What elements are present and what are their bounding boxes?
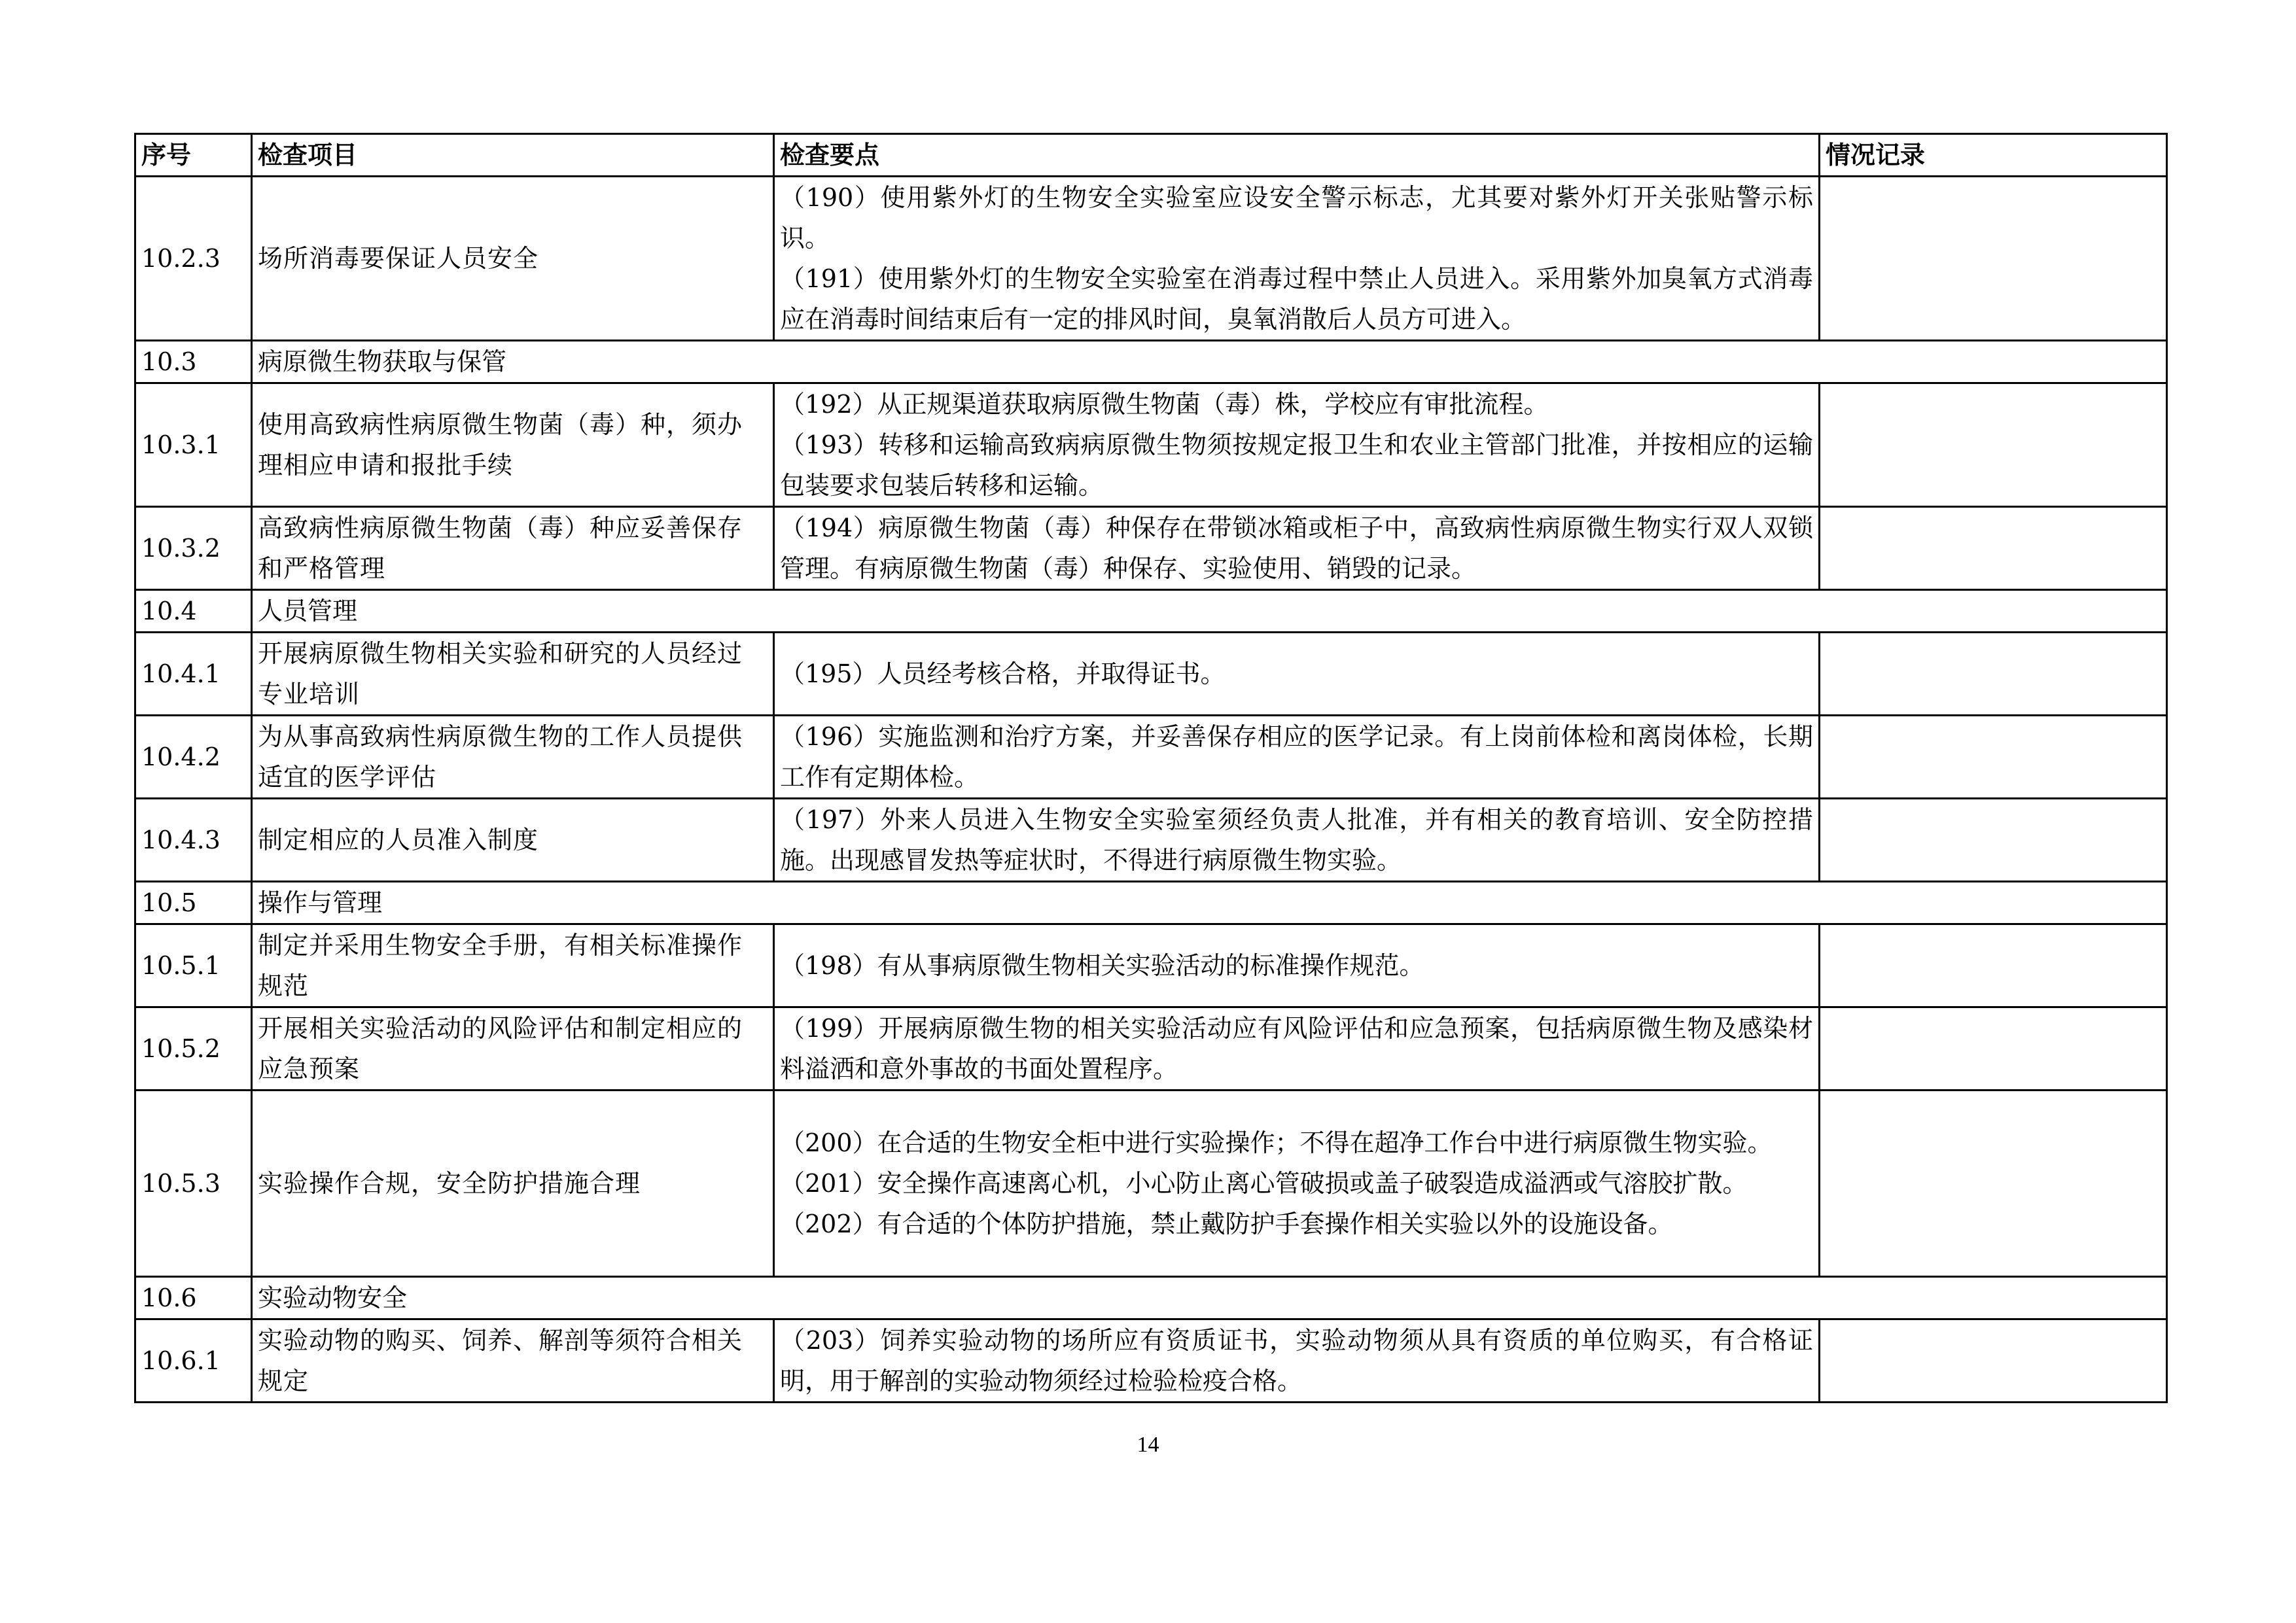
inspection-point: （195）人员经考核合格，并取得证书。 (780, 659, 1226, 688)
section-row (135, 1277, 2167, 1319)
section-number: 10.5 (135, 882, 252, 924)
table-row (135, 799, 2167, 882)
table-row (135, 507, 2167, 590)
inspection-item (252, 507, 774, 590)
section-title: 操作与管理 (252, 882, 2167, 924)
table-row (135, 716, 2167, 799)
inspection-item (252, 1319, 774, 1403)
inspection-item (252, 924, 774, 1007)
record-cell[interactable] (1820, 924, 2167, 1007)
inspection-points (774, 1091, 1820, 1277)
inspection-points (774, 383, 1820, 507)
inspection-item-text: 制定并采用生物安全手册，有相关标准操作规范 (258, 931, 743, 1000)
inspection-table (134, 133, 2168, 1403)
table-header (135, 134, 2167, 177)
section-number: 10.4 (135, 590, 252, 633)
record-cell[interactable] (1820, 1319, 2167, 1403)
inspection-points (774, 799, 1820, 882)
item-number: 10.3.1 (135, 383, 252, 507)
record-cell[interactable] (1820, 1091, 2167, 1277)
header-record: 情况记录 (1820, 134, 2167, 177)
inspection-points (774, 1319, 1820, 1403)
header-points: 检查要点 (774, 134, 1820, 177)
section-title: 人员管理 (252, 590, 2167, 633)
section-row (135, 882, 2167, 924)
section-number: 10.3 (135, 341, 252, 383)
header-serial: 序号 (135, 134, 252, 177)
inspection-point: （190）使用紫外灯的生物安全实验室应设安全警示标志，尤其要对紫外灯开关张贴警示标识。 (780, 183, 1813, 253)
header-item: 检查项目 (252, 134, 774, 177)
inspection-points (774, 507, 1820, 590)
inspection-item (252, 383, 774, 507)
inspection-point: （203）饲养实验动物的场所应有资质证书，实验动物须从具有资质的单位购买，有合格证明，用于解剖的实验动物须经过检验检疫合格。 (780, 1326, 1813, 1395)
record-cell[interactable] (1820, 633, 2167, 716)
inspection-item (252, 177, 774, 341)
table-row (135, 1319, 2167, 1403)
inspection-point: （198）有从事病原微生物相关实验活动的标准操作规范。 (780, 951, 1424, 980)
section-number: 10.6 (135, 1277, 252, 1319)
section-title: 实验动物安全 (252, 1277, 2167, 1319)
inspection-item-text: 高致病性病原微生物菌（毒）种应妥善保存和严格管理 (258, 514, 743, 583)
table-row (135, 1091, 2167, 1277)
table-row (135, 1007, 2167, 1091)
item-number: 10.4.2 (135, 716, 252, 799)
inspection-point: （200）在合适的生物安全柜中进行实验操作；不得在超净工作台中进行病原微生物实验。 (780, 1128, 1773, 1157)
inspection-points (774, 924, 1820, 1007)
inspection-point: （192）从正规渠道获取病原微生物菌（毒）株，学校应有审批流程。 (780, 390, 1549, 419)
page-number: 14 (1137, 1433, 1159, 1457)
inspection-points (774, 633, 1820, 716)
inspection-point: （196）实施监测和治疗方案，并妥善保存相应的医学记录。有上岗前体检和离岗体检，长期工作有定期体检。 (780, 722, 1813, 792)
item-number: 10.6.1 (135, 1319, 252, 1403)
section-row (135, 590, 2167, 633)
inspection-item (252, 716, 774, 799)
inspection-item-text: 实验操作合规，安全防护措施合理 (258, 1169, 641, 1198)
inspection-point: （193）转移和运输高致病病原微生物须按规定报卫生和农业主管部门批准，并按相应的运输包装要求包装后转移和运输。 (780, 430, 1813, 500)
inspection-item-text: 使用高致病性病原微生物菌（毒）种，须办理相应申请和报批手续 (258, 410, 743, 480)
record-cell[interactable] (1820, 383, 2167, 507)
item-number: 10.2.3 (135, 177, 252, 341)
item-number: 10.3.2 (135, 507, 252, 590)
inspection-item (252, 1091, 774, 1277)
table-row (135, 383, 2167, 507)
table-body (135, 177, 2167, 1403)
inspection-points (774, 177, 1820, 341)
inspection-point: （202）有合适的个体防护措施，禁止戴防护手套操作相关实验以外的设施设备。 (780, 1210, 1673, 1238)
table-row (135, 177, 2167, 341)
record-cell[interactable] (1820, 177, 2167, 341)
inspection-item (252, 633, 774, 716)
item-number: 10.4.3 (135, 799, 252, 882)
table-row (135, 924, 2167, 1007)
item-number: 10.5.1 (135, 924, 252, 1007)
table-row (135, 633, 2167, 716)
inspection-item (252, 1007, 774, 1091)
inspection-points (774, 716, 1820, 799)
inspection-point: （191）使用紫外灯的生物安全实验室在消毒过程中禁止人员进入。采用紫外加臭氧方式消毒应在消毒时间结束后有一定的排风时间，臭氧消散后人员方可进入。 (780, 264, 1813, 334)
header-row (135, 134, 2167, 177)
inspection-point: （197）外来人员进入生物安全实验室须经负责人批准，并有相关的教育培训、安全防控措施。出现感冒发热等症状时，不得进行病原微生物实验。 (780, 805, 1813, 875)
inspection-point: （201）安全操作高速离心机，小心防止离心管破损或盖子破裂造成溢洒或气溶胶扩散。 (780, 1169, 1748, 1198)
record-cell[interactable] (1820, 716, 2167, 799)
inspection-item-text: 制定相应的人员准入制度 (258, 826, 539, 854)
inspection-item (252, 799, 774, 882)
inspection-item-text: 实验动物的购买、饲养、解剖等须符合相关规定 (258, 1326, 743, 1395)
inspection-item-text: 开展相关实验活动的风险评估和制定相应的应急预案 (258, 1014, 743, 1083)
item-number: 10.5.2 (135, 1007, 252, 1091)
item-number: 10.4.1 (135, 633, 252, 716)
item-number: 10.5.3 (135, 1091, 252, 1277)
inspection-point: （194）病原微生物菌（毒）种保存在带锁冰箱或柜子中，高致病性病原微生物实行双人双锁管理。有病原微生物菌（毒）种保存、实验使用、销毁的记录。 (780, 514, 1813, 583)
section-title: 病原微生物获取与保管 (252, 341, 2167, 383)
inspection-item-text: 场所消毒要保证人员安全 (258, 244, 539, 273)
inspection-points (774, 1007, 1820, 1091)
section-row (135, 341, 2167, 383)
record-cell[interactable] (1820, 799, 2167, 882)
record-cell[interactable] (1820, 507, 2167, 590)
record-cell[interactable] (1820, 1007, 2167, 1091)
inspection-item-text: 为从事高致病性病原微生物的工作人员提供适宜的医学评估 (258, 722, 743, 792)
inspection-point: （199）开展病原微生物的相关实验活动应有风险评估和应急预案，包括病原微生物及感染材料溢洒和意外事故的书面处置程序。 (780, 1014, 1813, 1083)
inspection-item-text: 开展病原微生物相关实验和研究的人员经过专业培训 (258, 639, 743, 708)
